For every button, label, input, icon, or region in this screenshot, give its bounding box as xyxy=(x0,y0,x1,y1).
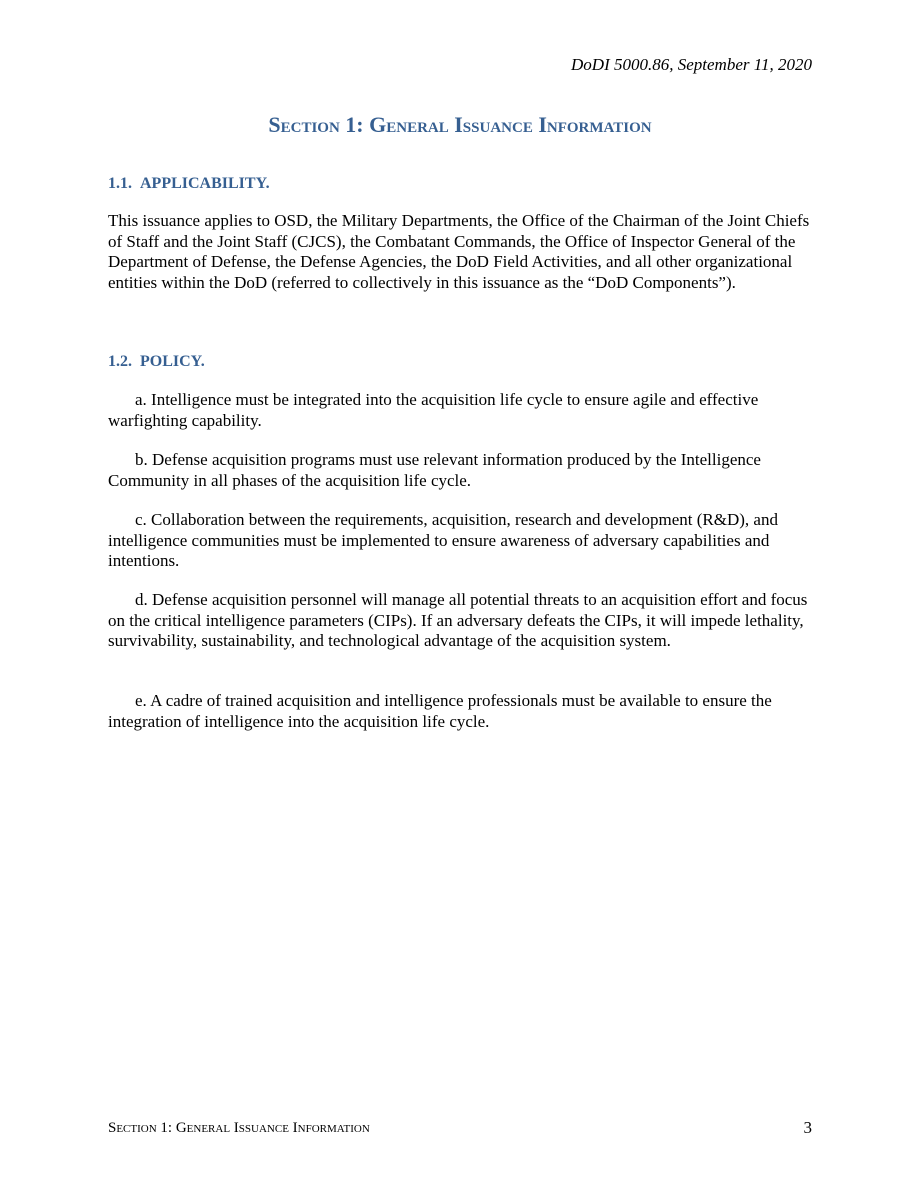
policy-item-d: d. Defense acquisition personnel will manage all potential threats to an acquisition effort and focus on the critical intelligence parameters (CIPs). If an adversary defeats the CIPs, it will impede lethality, survivability, sustainability, and technological advantage of the acquisition system. xyxy=(108,590,808,650)
page-footer xyxy=(108,1119,812,1137)
policy-item-b: b. Defense acquisition programs must use relevant information produced by the Intelligence Community in all phases of the acquisition life cycle. xyxy=(108,450,761,490)
heading-text: APPLICABILITY. xyxy=(140,175,270,192)
heading-number: 1.1. xyxy=(108,175,132,192)
policy-item-a: a. Intelligence must be integrated into the acquisition life cycle to ensure agile and effective warfighting capability. xyxy=(108,390,759,430)
policy-item-c: c. Collaboration between the requirements, acquisition, research and development (R&D), and intelligence communities must be implemented to ensure awareness of adversary capabilities and intentions. xyxy=(108,510,778,570)
heading-applicability xyxy=(108,174,270,194)
section-title: Section 1: General Issuance Information xyxy=(268,112,652,137)
footer-section-label: Section 1: General Issuance Information xyxy=(108,1120,370,1136)
heading-policy xyxy=(108,352,205,372)
applicability-paragraph: This issuance applies to OSD, the Military Departments, the Office of the Chairman of the Joint Chiefs of Staff and the Joint Staff (CJCS), the Combatant Commands, the Office of Inspector General of the Department of Defense, the Defense Agencies, the DoD Field Activities, and all other organizational entities within the DoD (referred to collectively in this issuance as the “DoD Components”). xyxy=(108,211,810,292)
policy-item-e: e. A cadre of trained acquisition and intelligence professionals must be available to ensure the integration of intelligence into the acquisition life cycle. xyxy=(108,691,772,731)
page-number: 3 xyxy=(803,1118,812,1137)
heading-text: POLICY. xyxy=(140,353,205,370)
heading-number: 1.2. xyxy=(108,353,132,370)
document-reference: DoDI 5000.86, September 11, 2020 xyxy=(571,55,812,74)
